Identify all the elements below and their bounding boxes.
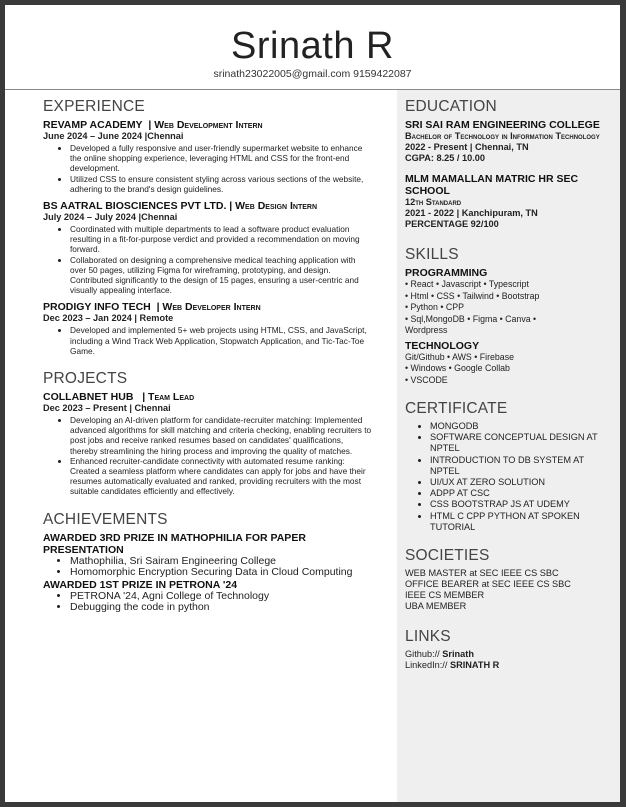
skill-line: Git/Github • AWS • Firebase <box>405 351 514 362</box>
achievement-title: AWARDED 3RD PRIZE IN MATHOPHILIA FOR PAPER PRESENTATION <box>43 531 306 556</box>
skill-line: • React • Javascript • Typescript <box>405 279 529 289</box>
link-label: Github:// <box>405 649 440 660</box>
certificate-item: • INTRODUCTION TO DB SYSTEM AT NPTEL <box>430 455 605 477</box>
skill-line: Wordpress <box>405 325 448 335</box>
school-name: SRI SAI RAM ENGINEERING COLLEGE <box>405 119 600 131</box>
education-entry <box>405 119 605 164</box>
bullet-item: • Utilized CSS to ensure consistent styling across various sections of the website, adhering to the brand's design guidelines. <box>70 174 373 194</box>
skill-group <box>405 267 605 337</box>
sidebar-column <box>405 98 605 671</box>
certificate-heading: CERTIFICATE <box>405 400 508 417</box>
certificate-item: • UI/UX AT ZERO SOLUTION <box>430 477 605 488</box>
experience-heading: EXPERIENCE <box>43 98 145 115</box>
contact-line: srinath23022005@gmail.com 9159422087 <box>213 68 412 80</box>
entry-date: June 2024 – June 2024 |Chennai <box>43 131 184 141</box>
society-item: UBA MEMBER <box>405 601 467 612</box>
society-item: OFFICE BEARER at SEC IEEE CS SBC <box>405 579 571 590</box>
bullet-item: • Homomorphic Encryption Securing Data in Cloud Computing <box>70 567 373 579</box>
skill-group-title: TECHNOLOGY <box>405 339 480 352</box>
bullet-item: • Developed a fully responsive and user-friendly supermarket website to enhance the online shopping experience, leveraging HTML and CSS for the front-end development. <box>70 143 373 174</box>
degree: Bachelor of Technology in Information Technology <box>405 131 600 141</box>
skill-group-title: PROGRAMMING <box>405 267 488 279</box>
education-date: 2021 - 2022 | Kanchipuram, TN <box>405 208 538 218</box>
education-date: 2022 - Present | Chennai, TN <box>405 142 529 152</box>
certificate-item: • MONGODB <box>430 421 605 432</box>
github-link[interactable] <box>405 649 605 660</box>
society-item: IEEE CS MEMBER <box>405 590 485 601</box>
skill-line: • VSCODE <box>405 374 448 385</box>
project-name: COLLABNET HUB <box>43 391 134 404</box>
candidate-name: Srinath R <box>231 25 394 67</box>
links-list <box>405 649 605 671</box>
certificate-item: • ADPP AT CSC <box>430 488 605 499</box>
bullet-item: • Mathophilia, Sri Sairam Engineering College <box>70 556 373 568</box>
entry-date: Dec 2023 – Present | Chennai <box>43 403 171 414</box>
company-name: REVAMP ACADEMY <box>43 119 143 131</box>
certificate-item: • HTML C CPP PYTHON AT SPOKEN TUTORIAL <box>430 511 605 533</box>
main-column <box>43 98 373 614</box>
link-label: LinkedIn:// <box>405 660 448 671</box>
project-entry <box>43 391 373 497</box>
achievement-title: AWARDED 1ST PRIZE IN PETRONA '24 <box>43 578 238 591</box>
bullet-item: • Developing an AI-driven platform for candidate-recruiter matching: Implemented advanced algorithms for skill matching and criteria checking, enabling recruiters to post jobs and receive ranked resumes based on candidates' qualifications, thereby streamlining the hiring process and improving the quality of matches. <box>70 415 373 456</box>
entry-date: July 2024 – July 2024 |Chennai <box>43 212 178 223</box>
link-value: Srinath <box>442 649 474 660</box>
achievements-heading: ACHIEVEMENTS <box>43 510 168 528</box>
job-role: | Web Developer Intern <box>156 301 261 314</box>
projects-heading: PROJECTS <box>43 370 128 388</box>
bullet-item: • Collaborated on designing a comprehensive medical teaching application with over 50 pages, utilizing Figma for wireframing, prototyping, and design. Contributed significantly to the design of 15 pages, ensuring a user-centric and visually appealing interface. <box>70 255 373 296</box>
company-name: BS AATRAL BIOSCIENCES PVT LTD. <box>43 200 227 213</box>
skill-line: • Windows • Google Collab <box>405 363 510 373</box>
societies-heading: SOCIETIES <box>405 547 490 565</box>
link-value: SRINATH R <box>449 660 500 671</box>
bullet-item: • Coordinated with multiple departments to lead a software product evaluation resulting in a fit-for-purpose verdict and provided a recommendation on moving forward. <box>70 224 373 255</box>
education-heading: EDUCATION <box>405 98 497 115</box>
experience-entry <box>43 200 373 295</box>
bullet-item: • Developed and implemented 5+ web projects using HTML, CSS, and JavaScript, including a Wind Track Web Application, Stopwatch Application, and Tic-Tac-Toe Game. <box>70 325 373 356</box>
degree: 12th Standard <box>405 197 462 207</box>
linkedin-link[interactable] <box>405 660 605 671</box>
experience-entry <box>43 119 373 194</box>
education-entry <box>405 173 605 230</box>
education-score: PERCENTAGE 92/100 <box>405 219 499 229</box>
skill-group <box>405 340 605 387</box>
company-name: PRODIGY INFO TECH <box>43 301 151 314</box>
skill-line: • Html • CSS • Tailwind • Bootstrap <box>405 290 540 301</box>
resume-page <box>5 5 620 802</box>
education-score: CGPA: 8.25 / 10.00 <box>405 153 486 163</box>
experience-entry <box>43 301 373 356</box>
project-role: | Team Lead <box>142 391 195 404</box>
society-item: WEB MASTER at SEC IEEE CS SBC <box>405 568 559 579</box>
certificate-item: • SOFTWARE CONCEPTUAL DESIGN AT NPTEL <box>430 432 605 454</box>
certificate-list <box>405 421 605 533</box>
skills-heading: SKILLS <box>405 246 459 263</box>
job-role: | Web Development Intern <box>148 119 263 131</box>
bullet-item: • Enhanced recruiter-candidate connectivity with automated resume ranking: Created a seamless platform where candidates can apply for jobs and have their resumes automatically evaluated and ranked, providing recruiters with the most suitable candidates efficiently and effectively. <box>70 456 373 497</box>
societies-list <box>405 568 605 612</box>
bullet-item: • Debugging the code in python <box>70 602 373 614</box>
skill-line: • Sql,MongoDB • Figma • Canva • <box>405 313 537 324</box>
links-heading: LINKS <box>405 628 451 646</box>
certificate-item: • CSS BOOTSTRAP JS AT UDEMY <box>430 499 605 510</box>
bullet-item: • PETRONA '24, Agni College of Technology <box>70 591 373 603</box>
entry-date: Dec 2023 – Jan 2024 | Remote <box>43 313 174 324</box>
school-name: MLM MAMALLAN MATRIC HR SEC SCHOOL <box>405 173 579 197</box>
achievements-list <box>43 532 373 614</box>
job-role: | Web Design Intern <box>229 200 318 213</box>
skill-line: • Python • CPP <box>405 302 464 312</box>
